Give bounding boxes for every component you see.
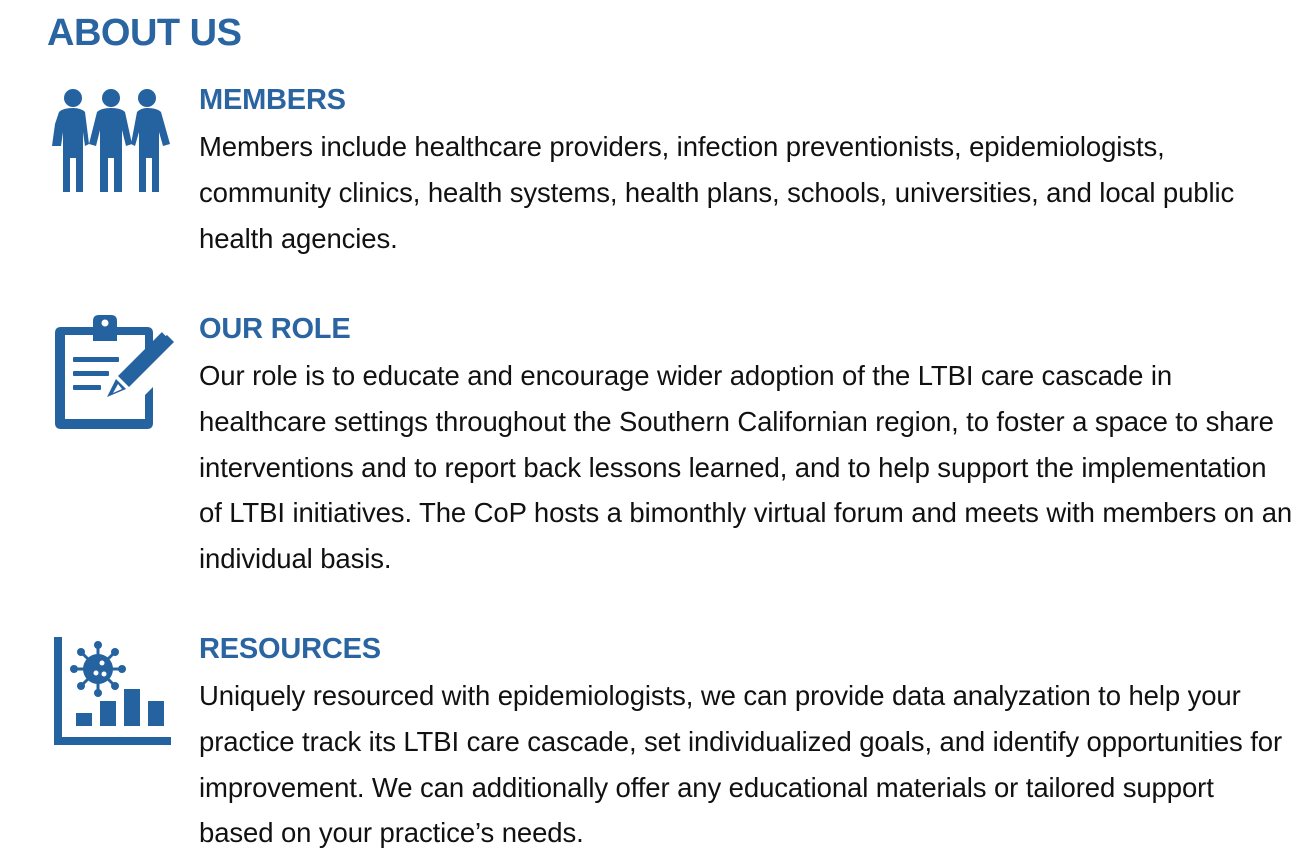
section-body: Our role is to educate and encourage wider adoption of the LTBI care cascade in healthcare settings throughout the Southern Californian region, to foster a space to share interventions and to report back lessons learned, and to help support the implementation of LTBI initiatives. The CoP hosts a bimonthly virtual forum and meets with members on an individual basis. xyxy=(199,360,1293,575)
section-heading: OUR ROLE xyxy=(199,313,351,345)
people-group-icon xyxy=(49,88,173,192)
virus-bar-chart-icon xyxy=(54,637,172,747)
section-heading: RESOURCES xyxy=(199,633,381,665)
section-body: Uniquely resourced with epidemiologists, we can provide data analyzation to help your practice track its LTBI care cascade, set individualized goals, and identify opportunities for improvement. We can additionally offer any educational materials or tailored support based on your practice’s needs. xyxy=(199,680,1283,849)
section-our-role-content xyxy=(199,311,1295,582)
section-members-content xyxy=(199,82,1295,261)
clipboard-pencil-icon xyxy=(55,313,177,431)
section-body: Members include healthcare providers, infection preventionists, epidemiologists, community clinics, health systems, health plans, schools, universities, and local public health agencies. xyxy=(199,131,1235,254)
page-title: ABOUT US xyxy=(47,12,242,54)
section-resources-content xyxy=(199,631,1295,856)
section-heading: MEMBERS xyxy=(199,84,346,116)
